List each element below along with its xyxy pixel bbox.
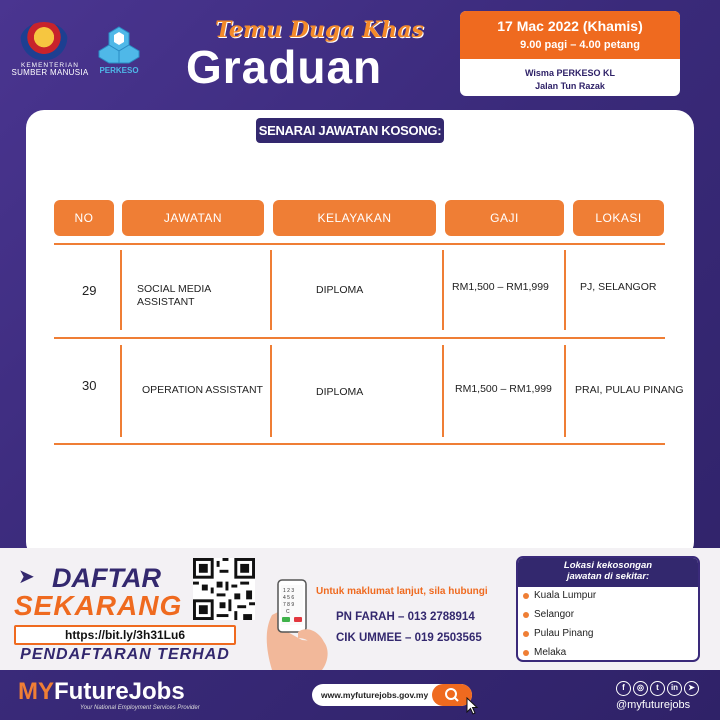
linkedin-icon[interactable]: in [667, 681, 682, 696]
location-item: Melaka [534, 647, 567, 658]
contact-person-1: PN FARAH – 013 2788914 [336, 611, 475, 623]
event-subtitle: Temu Duga Khas [215, 17, 424, 43]
table-cell-no: 29 [82, 283, 97, 298]
perkeso-logo-icon [98, 26, 140, 64]
table-cell-kelayakan: DIPLOMA [316, 386, 364, 398]
section-title: SENARAI JAWATAN KOSONG: [256, 118, 444, 143]
svg-text:4 5 6: 4 5 6 [283, 595, 295, 601]
table-cell-lokasi: PRAI, PULAU PINANG [575, 384, 684, 396]
register-heading-line2: SEKARANG [14, 590, 183, 621]
rocket-icon: ➤ [18, 566, 35, 588]
locations-heading [518, 558, 698, 587]
hand-phone-icon [262, 570, 332, 670]
register-note: PENDAFTARAN TERHAD [20, 646, 230, 663]
locations-heading-line2: jawatan di sekitar: [566, 570, 650, 582]
event-details-box [460, 11, 680, 96]
qr-code-icon[interactable] [193, 558, 255, 620]
table-cell-gaji: RM1,500 – RM1,999 [455, 383, 552, 395]
column-divider [120, 250, 122, 330]
column-divider [564, 250, 566, 330]
table-cell-lokasi: PJ, SELANGOR [580, 281, 657, 293]
column-header-gaji: GAJI [445, 200, 564, 236]
table-cell-no: 30 [82, 378, 97, 393]
column-divider [442, 250, 444, 330]
vacancy-card [26, 110, 694, 560]
column-divider [270, 250, 272, 330]
column-divider [270, 345, 272, 437]
location-item: Kuala Lumpur [534, 590, 597, 601]
facebook-icon[interactable]: f [616, 681, 631, 696]
svg-text:7 8 9: 7 8 9 [283, 602, 295, 608]
register-link[interactable]: https://bit.ly/3h31Lu6 [14, 625, 236, 645]
column-divider [120, 345, 122, 437]
social-icons [616, 681, 699, 696]
locations-heading-line1: Lokasi kekosongan [563, 560, 653, 571]
svg-text:C: C [286, 609, 290, 615]
table-cell-jawatan: OPERATION ASSISTANT [142, 384, 263, 396]
perkeso-label: PERKESO [99, 66, 139, 75]
table-divider [54, 443, 665, 445]
logo-my: MY [18, 678, 54, 705]
telegram-icon[interactable]: ➤ [684, 681, 699, 696]
table-cell-jawatan: SOCIAL MEDIA ASSISTANT [137, 283, 211, 309]
event-venue [460, 59, 680, 92]
contact-person-2: CIK UMMEE – 019 2503565 [336, 632, 482, 644]
ministry-label [10, 62, 90, 78]
venue-line1: Wisma PERKESO KL [525, 68, 615, 78]
instagram-icon[interactable]: ◎ [633, 681, 648, 696]
register-heading-line1: DAFTAR [52, 563, 161, 593]
event-date: 17 Mac 2022 (Khamis) [497, 18, 643, 34]
event-title: Graduan [186, 41, 383, 93]
ministry-line2: SUMBER MANUSIA [11, 68, 89, 78]
myfuturejobs-logo [18, 678, 185, 706]
cursor-icon [466, 697, 480, 715]
column-divider [564, 345, 566, 437]
location-item: Selangor [534, 609, 575, 620]
website-url[interactable]: www.myfuturejobs.gov.my [312, 684, 472, 706]
column-header-no: NO [54, 200, 114, 236]
location-item: Pulau Pinang [534, 628, 594, 639]
column-header-lokasi: LOKASI [573, 200, 664, 236]
twitter-icon[interactable]: t [650, 681, 665, 696]
footer-tagline: Your National Employment Services Provider [80, 705, 200, 711]
table-divider [54, 243, 665, 245]
locations-box [516, 556, 700, 662]
column-divider [442, 345, 444, 437]
venue-line2: Jalan Tun Razak [535, 80, 605, 91]
logo-group [10, 22, 180, 82]
table-divider [54, 337, 665, 339]
column-header-jawatan: JAWATAN [122, 200, 264, 236]
ministry-line1: KEMENTERIAN [21, 62, 79, 69]
date-time-panel [460, 11, 680, 59]
ministry-crest-icon [20, 22, 68, 60]
event-time: 9.00 pagi – 4.00 petang [520, 39, 640, 51]
social-handle: @myfuturejobs [616, 699, 691, 711]
logo-rest: FutureJobs [54, 678, 185, 705]
svg-text:1 2 3: 1 2 3 [283, 588, 295, 594]
contact-heading: Untuk maklumat lanjut, sila hubungi [316, 586, 488, 597]
column-header-kelayakan: KELAYAKAN [273, 200, 436, 236]
table-cell-kelayakan: DIPLOMA [316, 284, 364, 296]
table-cell-gaji: RM1,500 – RM1,999 [452, 281, 549, 293]
